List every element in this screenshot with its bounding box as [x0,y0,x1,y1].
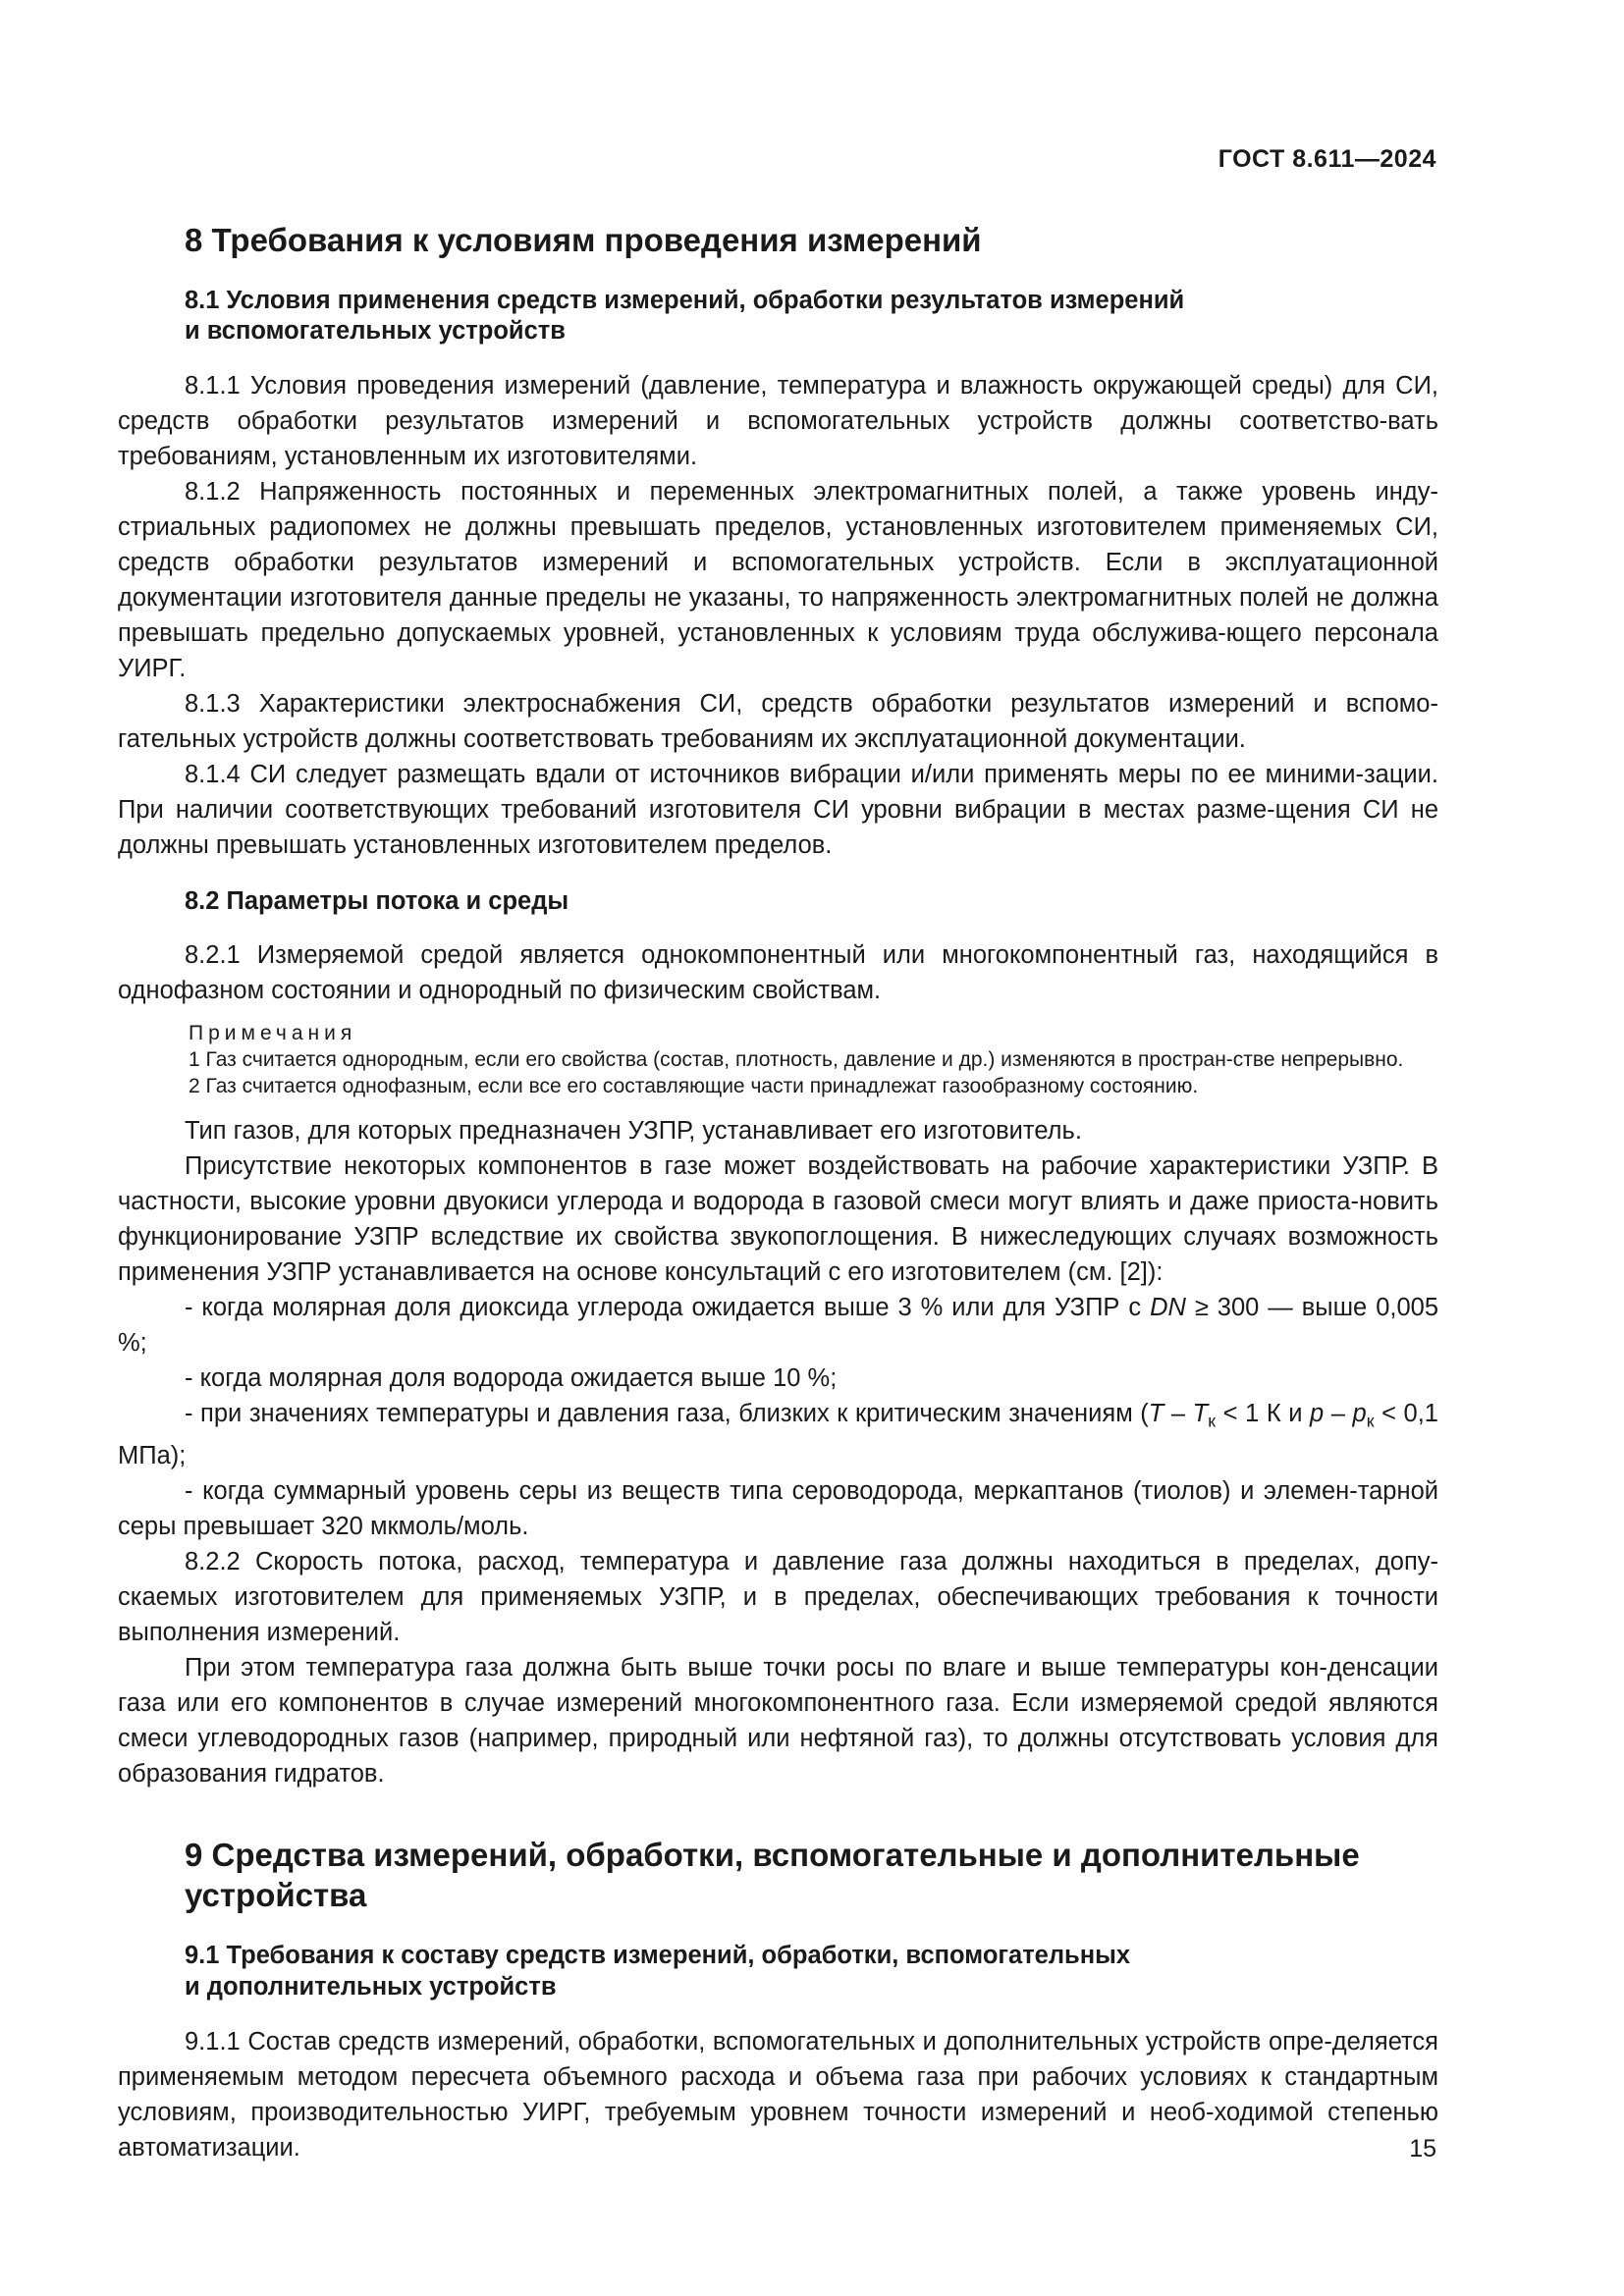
section-8-1-title [185,286,1438,347]
tk-symbol: T [1192,1399,1209,1427]
notes-title: Примечания [189,1021,357,1044]
paragraph-8-2-1: 8.2.1 Измеряемой средой является однокомпонентный или многокомпонентный газ, находящийся в однофазном состоянии и однородный по физическим свойствам. [118,940,1438,1004]
paragraph-9-1-1: 9.1.1 Состав средств измерений, обработки, вспомогательных и дополнительных устройств опре-деляется применяемым методом пересчета объемного расхода и объема газа при рабочих условиях к стандартным условиям, производительностью УИРГ, требуемым уровнем точности измерений и необ-ходимой степенью автоматизации. [118,2027,1438,2162]
section-9-1-title-line2: и дополнительных устройств [185,1972,557,2001]
section-9-title-line2: устройства [185,1877,367,1914]
section-8-title: 8 Требования к условиям проведения измерений [185,222,982,258]
notes-block [118,1020,1438,1099]
list-item-critical-text-c: < 0,1 МПа); [118,1399,1438,1469]
section-8-1-title-line1: 8.1 Условия применения средств измерений, обработки результатов измерений [185,287,1185,315]
p-symbol: p [1310,1399,1325,1427]
page-content [118,220,1438,2165]
section-9-title [185,1835,1438,1916]
paragraph-8-1-1: 8.1.1 Условия проведения измерений (давление, температура и влажность окружающей среды) для СИ, средств обработки результатов измерений и вспомогательных устройств должны соответство-вать требованиям, установленным их изготовителями. [118,372,1438,471]
pk-symbol: p [1352,1399,1367,1427]
list-item-co2-text-b: ≥ 300 — выше 0,005 %; [118,1293,1439,1357]
t-symbol: T [1148,1399,1164,1427]
tk-subscript: к [1208,1410,1217,1430]
list-item-critical-text-b: < 1 К и [1216,1399,1311,1427]
list-item-sulfur: - когда суммарный уровень серы из веществ типа сероводорода, меркаптанов (тиолов) и элемен-тарной серы превышает 320 мкмоль/моль. [118,1476,1438,1540]
paragraph-8-1-3: 8.1.3 Характеристики электроснабжения СИ, средств обработки результатов измерений и вспомо-гательных устройств должны соответствовать требованиям их эксплуатационной документации. [118,690,1438,754]
paragraph-8-2-2: 8.2.2 Скорость потока, расход, температура и давление газа должны находиться в пределах, допу-скаемых изготовителем для применяемых УЗПР, и в пределах, обеспечивающих требования к точности выполнения измерений. [118,1547,1438,1646]
section-9-title-line1: 9 Средства измерений, обработки, вспомогательные и дополнительные [185,1836,1360,1873]
paragraph-temperature: При этом температура газа должна быть выше точки росы по влаге и выше температуры кон-денсации газа или его компонентов в случае измерений многокомпонентного газа. Если измеряемой средой являются смеси углеводородных газов (например, природный или нефтяной газ), то должны отсутствовать условия для образования гидратов. [118,1653,1438,1788]
section-8-1-title-line2: и вспомогательных устройств [185,317,566,346]
list-item-hydrogen: - когда молярная доля водорода ожидается выше 10 %; [185,1363,838,1392]
minus-sign-2: – [1324,1399,1353,1427]
note-1: 1 Газ считается однородным, если его свойства (состав, плотность, давление и др.) изменяются в простран-стве непрерывно. [189,1047,1404,1071]
list-item-critical [118,1396,1438,1473]
page-number: 15 [1409,2135,1436,2163]
section-9-1-title-line1: 9.1 Требования к составу средств измерений, обработки, вспомогательных [185,1942,1131,1970]
list-item-co2 [118,1290,1438,1361]
paragraph-gas-type: Тип газов, для которых предназначен УЗПР, устанавливает его изготовитель. [185,1116,1082,1145]
paragraph-8-1-2: 8.1.2 Напряженность постоянных и переменных электромагнитных полей, а также уровень инду-стриальных радиопомех не должны превышать пределов, установленных изготовителем применяемых СИ, средств обработки результатов измерений и вспомогательных устройств. Если в эксплуатационной документации изготовителя данные пределы не указаны, то напряженность электромагнитных полей не должна превышать предельно допускаемых уровней, установленных к условиям труда обслужива-ющего персонала УИРГ. [118,478,1438,683]
list-item-co2-text-a: - когда молярная доля диоксида углерода ожидается выше 3 % или для УЗПР с [185,1293,1151,1321]
pk-subscript: к [1366,1410,1375,1430]
note-2: 2 Газ считается однофазным, если все его составляющие части принадлежат газообразному состоянию. [189,1074,1199,1097]
document-code: ГОСТ 8.611—2024 [1218,145,1436,173]
paragraph-8-1-4: 8.1.4 СИ следует размещать вдали от источников вибрации и/или применять меры по ее миними-зации. При наличии соответствующих требований изготовителя СИ уровни вибрации в местах разме-щения СИ не должны превышать установленных изготовителем пределов. [118,761,1438,860]
list-item-critical-text-a: - при значениях температуры и давления газа, близких к критическим значениям ( [185,1399,1149,1427]
dn-symbol: DN [1150,1293,1186,1321]
section-9-1-title [185,1941,1438,2002]
paragraph-components-presence: Присутствие некоторых компонентов в газе может воздействовать на рабочие характеристики УЗПР. В частности, высокие уровни двуокиси углерода и водорода в газовой смеси могут влиять и даже приоста-новить функционирование УЗПР вследствие их свойства звукопоглощения. В нижеследующих случаях возможность применения УЗПР устанавливается на основе консультаций с его изготовителем (см. [2]): [118,1151,1438,1286]
section-8-2-title: 8.2 Параметры потока и среды [185,887,569,916]
minus-sign: – [1164,1399,1193,1427]
